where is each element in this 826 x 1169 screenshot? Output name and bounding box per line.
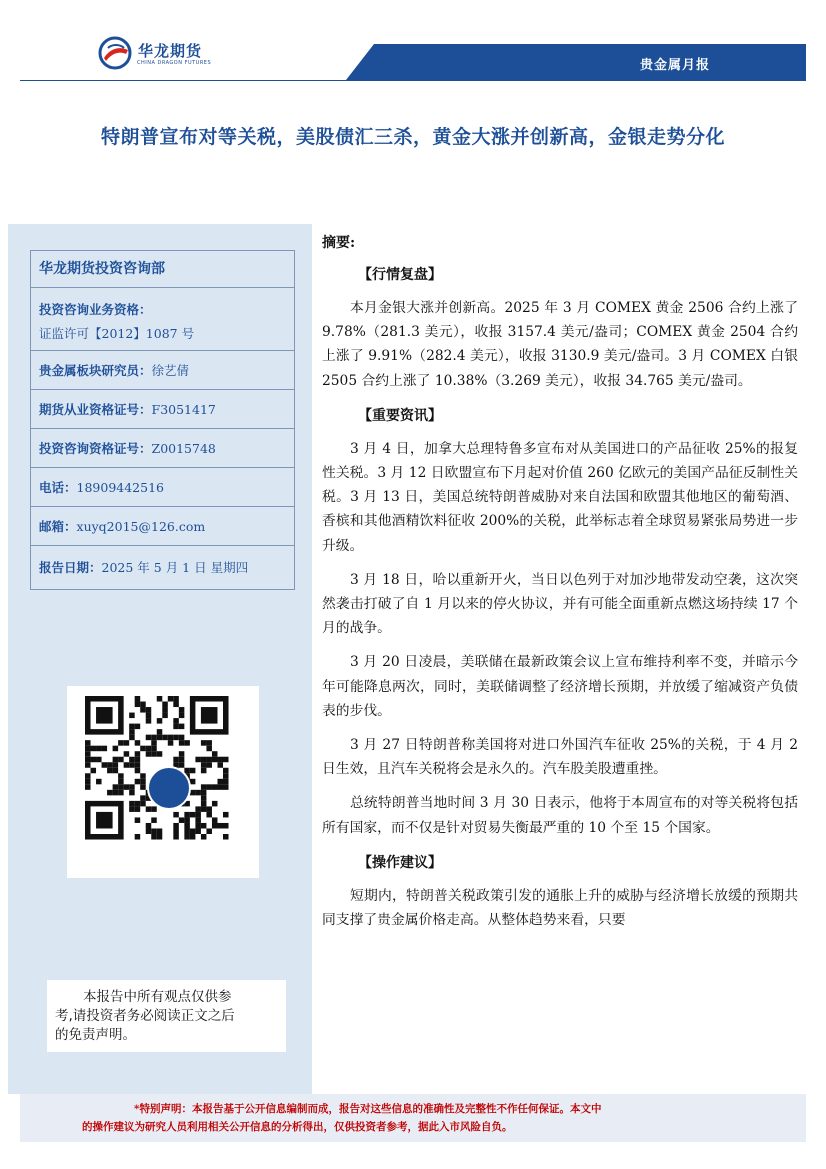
qr-module <box>85 740 91 746</box>
logo-text: 华龙期货 <box>138 42 203 60</box>
qr-module <box>118 757 124 763</box>
qr-module <box>102 746 108 752</box>
qr-module <box>96 779 102 785</box>
qr-module <box>146 806 152 812</box>
email-label: 邮箱： <box>39 519 77 534</box>
qr-module <box>201 806 207 812</box>
qr-module <box>146 735 152 741</box>
qualification-label: 投资咨询业务资格： <box>39 302 152 317</box>
qr-module <box>118 779 124 785</box>
researcher-row <box>31 351 294 390</box>
qr-module <box>157 718 163 724</box>
qr-module <box>212 823 218 829</box>
logo-subtext: CHINA DRAGON FUTURES <box>137 60 212 66</box>
phone-row <box>31 468 294 507</box>
researcher-value: 徐艺倩 <box>151 363 190 378</box>
abstract-content <box>322 232 798 932</box>
qr-module <box>162 702 168 708</box>
qr-module <box>129 790 135 796</box>
qr-module <box>96 757 102 763</box>
qr-module <box>179 724 185 730</box>
qr-module <box>184 834 190 840</box>
department-name: 华龙期货投资咨询部 <box>31 251 294 288</box>
abstract-label: 摘要: <box>322 235 356 251</box>
qr-module <box>184 740 190 746</box>
qr-module <box>129 784 135 790</box>
qr-module <box>113 784 119 790</box>
qr-module <box>201 757 207 763</box>
header-divider <box>20 80 806 81</box>
qr-module <box>206 757 212 763</box>
qr-module <box>151 834 157 840</box>
qr-module <box>190 812 196 818</box>
qr-module <box>135 801 141 807</box>
qr-module <box>173 735 179 741</box>
qr-module <box>113 746 119 752</box>
qr-module <box>129 729 135 735</box>
qr-module <box>179 735 185 741</box>
qr-module <box>217 757 223 763</box>
qr-module <box>212 751 218 757</box>
report-date-row <box>31 546 294 589</box>
report-date-value: 2025 年 5 月 1 日 星期四 <box>101 560 249 575</box>
qr-module <box>85 779 91 785</box>
qr-module <box>157 735 163 741</box>
qr-module <box>168 740 174 746</box>
qr-module <box>212 801 218 807</box>
qr-module <box>190 828 196 834</box>
qr-module <box>217 823 223 829</box>
qr-module <box>135 696 141 702</box>
qr-module <box>124 784 130 790</box>
qr-module <box>184 817 190 823</box>
section-market-review-title: 【行情复盘】 <box>358 267 442 283</box>
qr-module <box>129 713 135 719</box>
qr-module <box>135 757 141 763</box>
qr-module <box>146 718 152 724</box>
qr-module <box>179 713 185 719</box>
qr-module <box>157 751 163 757</box>
qr-module <box>107 762 113 768</box>
qr-module <box>85 746 91 752</box>
qr-module <box>85 762 91 768</box>
phone-label: 电话： <box>39 480 77 495</box>
qr-module <box>212 817 218 823</box>
qr-module <box>157 729 163 735</box>
qr-module <box>223 768 229 774</box>
qr-module <box>217 784 223 790</box>
market-review-paragraph: 本月金银大涨并创新高。2025 年 3 月 COMEX 黄金 2506 合约上涨了 9.78%（281.3 美元），收报 3157.4 美元/盎司；COMEX 黄金 2504 合约上涨了 9.91%（282.4 美元），收报 3130.9 美元/盎司。3 月 COMEX 白银 2505 合约上涨了 10.38%（3.269 美元），收报 34.765 美元/盎司。 <box>322 300 798 389</box>
qr-module <box>135 740 141 746</box>
qr-module <box>195 806 201 812</box>
qr-module <box>118 784 124 790</box>
qr-module <box>124 740 130 746</box>
qr-module <box>195 828 201 834</box>
qr-module <box>173 828 179 834</box>
qr-module <box>206 740 212 746</box>
qr-module <box>146 707 152 713</box>
qr-module <box>113 790 119 796</box>
qr-module <box>151 740 157 746</box>
qr-module <box>201 801 207 807</box>
email-value: xuyq2015@126.com <box>76 519 206 534</box>
qr-module <box>212 784 218 790</box>
qr-module <box>151 751 157 757</box>
consult-cert-label: 投资咨询资格证号： <box>39 441 152 456</box>
report-title: 特朗普宣布对等关税，美股债汇三杀，黄金大涨并创新高，金银走势分化 <box>100 126 725 148</box>
qr-module <box>217 779 223 785</box>
qr-module <box>129 757 135 763</box>
qr-module <box>201 768 207 774</box>
footer-disclaimer <box>20 1094 806 1142</box>
qr-module <box>217 762 223 768</box>
qr-module <box>206 762 212 768</box>
qr-module <box>118 773 124 779</box>
qr-module <box>223 779 229 785</box>
qr-module <box>91 768 97 774</box>
qr-module <box>140 801 146 807</box>
qr-finder <box>201 707 218 724</box>
qr-module <box>140 773 146 779</box>
qr-module <box>173 696 179 702</box>
qr-module <box>173 718 179 724</box>
qr-module <box>173 702 179 708</box>
qr-module <box>151 806 157 812</box>
qr-center-logo-icon <box>147 766 191 810</box>
qr-module <box>140 784 146 790</box>
futures-cert-label: 期货从业资格证号： <box>39 402 152 417</box>
qr-module <box>195 757 201 763</box>
qr-module <box>129 762 135 768</box>
qr-module <box>135 834 141 840</box>
qr-module <box>184 823 190 829</box>
qr-module <box>135 806 141 812</box>
qr-module <box>102 762 108 768</box>
qr-module <box>223 773 229 779</box>
qr-module <box>173 724 179 730</box>
footer-line-2: 的操作建议为研究人员利用相关公开信息的分析得出，仅供投资者参考，据此入市风险自负。 <box>82 1121 513 1133</box>
qr-module <box>206 812 212 818</box>
qr-module <box>179 707 185 713</box>
qr-module <box>140 702 146 708</box>
qr-code <box>67 686 259 878</box>
analyst-info-box <box>30 250 295 590</box>
qualification-row <box>31 288 294 351</box>
qr-module <box>140 746 146 752</box>
qr-module <box>135 779 141 785</box>
qr-module <box>91 757 97 763</box>
qr-module <box>85 751 91 757</box>
qr-module <box>146 751 152 757</box>
qr-module <box>201 762 207 768</box>
email-row <box>31 507 294 546</box>
qr-module <box>146 828 152 834</box>
qr-module <box>146 713 152 719</box>
qr-module <box>206 784 212 790</box>
header-band <box>346 44 806 80</box>
qr-module <box>129 801 135 807</box>
key-news-paragraph-3: 3 月 20 日凌晨，美联储在最新政策会议上宣布维持利率不变，并暗示今年可能降息两次，同时，美联储调整了经济增长预期，并放缓了缩减资产负债表的步伐。 <box>322 654 798 719</box>
qr-module <box>223 834 229 840</box>
qr-module <box>151 735 157 741</box>
consult-cert-value: Z0015748 <box>151 441 216 456</box>
qr-module <box>162 707 168 713</box>
qr-module <box>190 768 196 774</box>
qr-module <box>223 757 229 763</box>
qr-module <box>91 746 97 752</box>
researcher-label: 贵金属板块研究员： <box>39 363 152 378</box>
qr-module <box>201 834 207 840</box>
qr-module <box>195 812 201 818</box>
qr-module <box>135 762 141 768</box>
qr-module <box>135 724 141 730</box>
qr-module <box>206 746 212 752</box>
qr-module <box>113 762 119 768</box>
qr-module <box>113 768 119 774</box>
qr-module <box>85 773 91 779</box>
qr-module <box>173 834 179 840</box>
footer-line-1: *特别声明：本报告基于公开信息编制而成，报告对这些信息的准确性及完整性不作任何保证。本文中 <box>134 1103 602 1115</box>
qr-module <box>190 834 196 840</box>
section-advice-title: 【操作建议】 <box>358 854 442 871</box>
qr-module <box>140 795 146 801</box>
qr-module <box>157 696 163 702</box>
company-logo-icon <box>98 36 132 70</box>
qr-module <box>124 751 130 757</box>
advice-paragraph: 短期内，特朗普关税政策引发的通胀上升的威胁与经济增长放缓的预期共同支撑了贵金属价格走高。从整体趋势来看，只要 <box>322 887 798 929</box>
qualification-value: 证监许可【2012】1087 号 <box>39 326 195 341</box>
qr-module <box>201 740 207 746</box>
qr-module <box>168 696 174 702</box>
qr-module <box>85 784 91 790</box>
key-news-paragraph-4: 3 月 27 日特朗普称美国将对进口外国汽车征收 25%的关税，于 4 月 2 日生效，且汽车关税将会是永久的。汽车股美股遭重挫。 <box>322 737 798 778</box>
qr-module <box>118 790 124 796</box>
qr-module <box>195 823 201 829</box>
key-news-paragraph-2: 3 月 18 日，哈以重新开火，当日以色列于对加沙地带发动空袭，这次突然袭击打破了自 1 月以来的停火协议，并有可能全面重新点燃这场持续 17 个月的战争。 <box>322 571 798 637</box>
key-news-paragraph-1: 3 月 4 日，加拿大总理特鲁多宣布对从美国进口的产品征收 25%的报复性关税。3 月 12 日欧盟宣布下月起对价值 260 亿欧元的美国产品征反制性关税。3 月 13 日，美国总统特朗普威胁对来自法国和欧盟其他地区的葡萄酒、香槟和其他酒精饮料征收 200%的关税，此举标志着全球贸易紧张局势进一步升级。 <box>322 440 798 554</box>
qr-module <box>223 823 229 829</box>
qr-module <box>184 828 190 834</box>
qr-module <box>146 823 152 829</box>
qr-module <box>201 784 207 790</box>
qr-finder <box>96 707 113 724</box>
consult-cert-row <box>31 429 294 468</box>
qr-module <box>140 779 146 785</box>
qr-module <box>107 768 113 774</box>
qr-module <box>146 746 152 752</box>
key-news-paragraph-5: 总统特朗普当地时间 3 月 30 日表示，他将于本周宣布的对等关税将包括所有国家，而不仅是针对贸易失衡最严重的 10 个至 15 个国家。 <box>322 795 798 836</box>
qr-module <box>212 757 218 763</box>
qr-module <box>195 817 201 823</box>
qr-module <box>168 735 174 741</box>
phone-value: 18909442516 <box>76 480 164 495</box>
qr-module <box>223 812 229 818</box>
qr-module <box>135 702 141 708</box>
qr-module <box>179 757 185 763</box>
qr-module <box>184 812 190 818</box>
qr-module <box>179 751 185 757</box>
qr-module <box>223 784 229 790</box>
report-date-label: 报告日期： <box>39 560 102 575</box>
futures-cert-row <box>31 390 294 429</box>
qr-module <box>157 834 163 840</box>
qr-module <box>162 713 168 719</box>
qr-module <box>173 823 179 829</box>
qr-module <box>85 757 91 763</box>
qr-module <box>151 817 157 823</box>
disclaimer-line-3: 的免责声明。 <box>55 1027 136 1043</box>
qr-module <box>206 806 212 812</box>
qr-module <box>124 762 130 768</box>
qr-module <box>135 817 141 823</box>
disclaimer-line-2: 考,请投资者务必阅读正文之后 <box>55 1008 235 1024</box>
sidebar-disclaimer <box>47 980 286 1052</box>
qr-module <box>157 828 163 834</box>
qr-module <box>151 746 157 752</box>
qr-module <box>135 768 141 774</box>
qr-module <box>173 757 179 763</box>
qr-module <box>129 806 135 812</box>
qr-module <box>179 817 185 823</box>
qr-module <box>173 812 179 818</box>
qr-module <box>179 740 185 746</box>
section-key-news-title: 【重要资讯】 <box>358 407 442 424</box>
report-type-label: 贵金属月报 <box>639 58 710 73</box>
qr-module <box>135 751 141 757</box>
qr-module <box>107 790 113 796</box>
qr-module <box>118 740 124 746</box>
disclaimer-line-1: 本报告中所有观点仅供参 <box>83 989 232 1005</box>
qr-finder <box>96 812 113 829</box>
qr-module <box>201 795 207 801</box>
qr-module <box>195 790 201 796</box>
qr-module <box>113 757 119 763</box>
qr-module <box>140 707 146 713</box>
qr-module <box>96 746 102 752</box>
qr-module <box>129 735 135 741</box>
qr-module <box>151 828 157 834</box>
qr-module <box>162 735 168 741</box>
qr-module <box>201 790 207 796</box>
qr-module <box>129 724 135 730</box>
qr-module <box>206 828 212 834</box>
qr-module <box>179 762 185 768</box>
futures-cert-value: F3051417 <box>151 402 216 417</box>
qr-module <box>201 823 207 829</box>
